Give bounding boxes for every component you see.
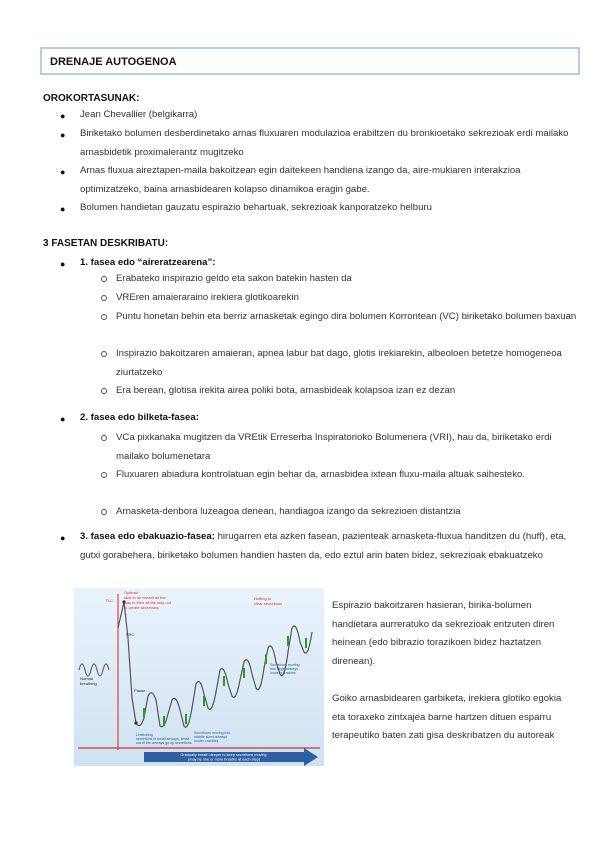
circle-bullet bbox=[101, 435, 107, 441]
tlc-label: TLC bbox=[105, 598, 113, 603]
phase1-item-2: VREren amaieraraino irekiera glotikoarekin bbox=[116, 292, 299, 303]
circle-bullet bbox=[101, 314, 107, 320]
bottom-arrow-caption: Gradually breath deeper to keep secretions moving (may be one or more breaths at each step) bbox=[180, 753, 267, 762]
normal-breathing-annotation: Normal breathing bbox=[80, 676, 97, 686]
small-airways-annotation: Unsticking secretions in small airways, small out of the airways go up secretions bbox=[136, 733, 192, 745]
phase1-item-1: Erabateko inspirazio geldo eta sakon batekin hasten da bbox=[116, 273, 352, 284]
phase3-paragraph bbox=[80, 528, 576, 565]
phase2-item-2: Fluxuaren abiadura kontrolatuan egin behar da, arnasbidea ixtean fluxu-maila altuak saihesteko. bbox=[116, 469, 526, 480]
huffing-annotation: Huffing to clear secretions bbox=[254, 596, 283, 606]
general-item-2: Biriketako bolumen desberdinetako arnas fluxuaren modulazioa erabiltzen du bronkioetako sekrezioak erdi mailako arnasbidetik proximalerantz mugitzeko bbox=[80, 128, 569, 158]
autogenic-drainage-diagram bbox=[74, 588, 324, 766]
general-item-3: Arnas fluxua aireztapen-maila bakoitzean egin daitekeen handiena izango da, aire-mukiaren interakzioa optimizatzeko, baina arnasbidearen kolapso dinamikoa eragin gabe. bbox=[80, 165, 521, 195]
phase1-item-5: Era berean, glotisa irekita airea poliki bota, arnasbideak kolapsoa izan ez dezan bbox=[116, 385, 456, 396]
bullet-dot: ● bbox=[60, 167, 66, 177]
phase3-title: 3. fasea edo ebakuazio-fasea: bbox=[80, 531, 215, 542]
phase1-title: 1. fasea edo “aireratzearena”: bbox=[80, 257, 216, 268]
bullet-dot: ● bbox=[60, 414, 66, 424]
side-paragraph-2: Goiko arnasbidearen garbiketa, irekiera glotiko egokia eta toraxeko zintxajea barne hartzen dituen esparru terapeutiko baten zati gisa deskribatzen du autoreak bbox=[332, 693, 562, 741]
phase2-item-3: Arnasketa-denbora luzeagoa denean, handiagoa izango da sekrezioen distantzia bbox=[116, 506, 461, 517]
circle-bullet bbox=[101, 388, 107, 394]
bullet-dot: ● bbox=[60, 204, 66, 214]
middle-airways-annotation: Secretions moving into middle sized airways louder crackles bbox=[194, 731, 231, 743]
frc-label: FRC bbox=[126, 632, 135, 637]
section-heading-general: OROKORTASUNAK: bbox=[43, 93, 140, 104]
phase2-title: 2. fasea edo bilketa-fasea: bbox=[80, 412, 199, 423]
phase2-item-1: VCa pixkanaka mugitzen da VREtik Erreserba Inspiratorioko Bolumenera (VRI), hau da, biriketako erdi mailako bolumenetara bbox=[116, 432, 552, 462]
bullet-dot: ● bbox=[60, 259, 66, 269]
bullet-dot: ● bbox=[60, 111, 66, 121]
section-heading-phases: 3 FASETAN DESKRIBATU: bbox=[43, 238, 169, 249]
circle-bullet bbox=[101, 295, 107, 301]
general-item-4: Bolumen handietan gauzatu espirazio behartuak, sekrezioak kanporatzeko helburu bbox=[80, 202, 432, 213]
phase1-item-4: Inspirazio bakoitzaren amaieran, apnea labur bat dago, glotis irekiarekin, albeoloen betetze homogeneoa ziurtatzeko bbox=[116, 348, 562, 378]
circle-bullet bbox=[101, 472, 107, 478]
optimal-annotation: Optimal take in air breath all the way in then all the way out to create secretions bbox=[124, 590, 171, 610]
circle-bullet bbox=[101, 276, 107, 282]
bullet-dot: ● bbox=[60, 130, 66, 140]
general-item-1: Jean Chevallier (belgikarra) bbox=[80, 109, 198, 120]
circle-bullet bbox=[101, 351, 107, 357]
side-paragraph-1: Espirazio bakoitzaren hasieran, birika-bolumen handietara aurreratuko da sekrezioak entzuten diren heinean (edo bibrazio torazikoen bidez haztatzen direnean). bbox=[332, 600, 555, 667]
page-title: DRENAJE AUTOGENOA bbox=[40, 47, 580, 75]
marker-dot bbox=[134, 721, 137, 724]
pause-annotation: Pause bbox=[134, 688, 146, 693]
phase3-text: hirugarren eta azken fasean, pazienteak arnasketa-fluxua handitzen du (huff), eta, gutxi gorabehera, biriketako bolumen handien hasten da, edo eztul arin baten bidez, sekrezioak ebakuatzeko bbox=[80, 531, 567, 561]
phase1-item-3: Puntu honetan behin eta berriz arnasketak egingo dira bolumen Korrontean (VC) biriketako bolumen baxuan bbox=[116, 311, 577, 322]
large-airways-annotation: Secretions moving into large airways loudest crackles bbox=[270, 663, 300, 675]
circle-bullet bbox=[101, 509, 107, 515]
bullet-dot: ● bbox=[60, 533, 66, 543]
